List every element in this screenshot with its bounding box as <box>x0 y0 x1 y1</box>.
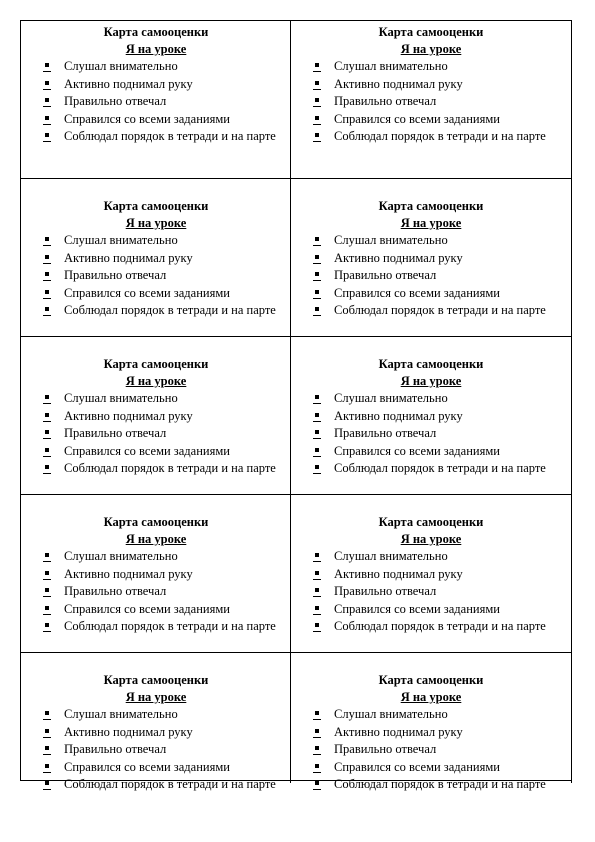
card-subtitle: Я на уроке <box>400 690 462 704</box>
criteria-list <box>21 390 290 478</box>
card-subtitle: Я на уроке <box>125 42 187 56</box>
criteria-list <box>21 58 290 146</box>
criteria-item: Правильно отвечал <box>21 425 290 443</box>
self-assessment-card <box>21 21 291 178</box>
criteria-item: Слушал внимательно <box>291 232 571 250</box>
checkbox-bullet-icon <box>45 781 49 785</box>
criteria-list <box>291 706 571 794</box>
card-subtitle: Я на уроке <box>400 374 462 388</box>
card-title: Карта самооценки <box>378 25 484 39</box>
checkbox-bullet-icon <box>45 133 49 137</box>
cards-row <box>21 337 572 495</box>
self-assessment-card <box>291 653 572 791</box>
cards-row <box>21 21 572 179</box>
criteria-item: Слушал внимательно <box>291 58 571 76</box>
criteria-item: Соблюдал порядок в тетради и на парте <box>291 618 571 636</box>
criteria-item: Справился со всеми заданиями <box>291 285 571 303</box>
checkbox-bullet-icon <box>315 711 319 715</box>
card-subtitle: Я на уроке <box>400 42 462 56</box>
criteria-item: Правильно отвечал <box>291 93 571 111</box>
card-title: Карта самооценки <box>103 357 209 371</box>
card-title: Карта самооценки <box>378 199 484 213</box>
checkbox-bullet-icon <box>45 623 49 627</box>
criteria-item: Соблюдал порядок в тетради и на парте <box>291 302 571 320</box>
card-title: Карта самооценки <box>103 25 209 39</box>
checkbox-bullet-icon <box>315 729 319 733</box>
criteria-item: Соблюдал порядок в тетради и на парте <box>21 776 290 794</box>
checkbox-bullet-icon <box>45 395 49 399</box>
criteria-item: Активно поднимал руку <box>21 76 290 94</box>
criteria-item: Справился со всеми заданиями <box>21 443 290 461</box>
criteria-item: Слушал внимательно <box>291 548 571 566</box>
checkbox-bullet-icon <box>315 290 319 294</box>
criteria-item: Слушал внимательно <box>21 706 290 724</box>
checkbox-bullet-icon <box>315 781 319 785</box>
card-title: Карта самооценки <box>378 357 484 371</box>
criteria-item: Активно поднимал руку <box>291 408 571 426</box>
checkbox-bullet-icon <box>315 237 319 241</box>
checkbox-bullet-icon <box>315 588 319 592</box>
checkbox-bullet-icon <box>315 606 319 610</box>
card-title: Карта самооценки <box>378 515 484 529</box>
criteria-item: Слушал внимательно <box>291 706 571 724</box>
criteria-item: Активно поднимал руку <box>21 566 290 584</box>
checkbox-bullet-icon <box>315 63 319 67</box>
checkbox-bullet-icon <box>45 465 49 469</box>
criteria-item: Правильно отвечал <box>21 93 290 111</box>
checkbox-bullet-icon <box>45 764 49 768</box>
criteria-item: Соблюдал порядок в тетради и на парте <box>21 302 290 320</box>
checkbox-bullet-icon <box>45 729 49 733</box>
checkbox-bullet-icon <box>315 116 319 120</box>
checkbox-bullet-icon <box>315 413 319 417</box>
checkbox-bullet-icon <box>315 395 319 399</box>
checkbox-bullet-icon <box>45 553 49 557</box>
criteria-item: Соблюдал порядок в тетради и на парте <box>291 776 571 794</box>
card-title: Карта самооценки <box>103 673 209 687</box>
checkbox-bullet-icon <box>45 711 49 715</box>
criteria-item: Правильно отвечал <box>291 583 571 601</box>
card-title: Карта самооценки <box>378 673 484 687</box>
checkbox-bullet-icon <box>315 553 319 557</box>
criteria-list <box>21 706 290 794</box>
criteria-item: Активно поднимал руку <box>291 76 571 94</box>
criteria-item: Соблюдал порядок в тетради и на парте <box>291 460 571 478</box>
criteria-item: Соблюдал порядок в тетради и на парте <box>21 460 290 478</box>
self-assessment-card <box>21 179 291 336</box>
checkbox-bullet-icon <box>45 606 49 610</box>
card-subtitle: Я на уроке <box>125 374 187 388</box>
criteria-item: Справился со всеми заданиями <box>291 443 571 461</box>
criteria-list <box>291 232 571 320</box>
criteria-item: Активно поднимал руку <box>291 724 571 742</box>
self-assessment-card <box>291 495 572 652</box>
checkbox-bullet-icon <box>45 588 49 592</box>
criteria-item: Активно поднимал руку <box>291 566 571 584</box>
criteria-item: Справился со всеми заданиями <box>291 601 571 619</box>
checkbox-bullet-icon <box>45 290 49 294</box>
criteria-item: Слушал внимательно <box>21 58 290 76</box>
criteria-item: Активно поднимал руку <box>291 250 571 268</box>
checkbox-bullet-icon <box>315 764 319 768</box>
criteria-item: Правильно отвечал <box>291 425 571 443</box>
criteria-item: Правильно отвечал <box>21 583 290 601</box>
checkbox-bullet-icon <box>315 571 319 575</box>
criteria-item: Справился со всеми заданиями <box>291 759 571 777</box>
self-assessment-card <box>291 179 572 336</box>
checkbox-bullet-icon <box>45 307 49 311</box>
checkbox-bullet-icon <box>315 430 319 434</box>
card-subtitle: Я на уроке <box>125 216 187 230</box>
criteria-item: Справился со всеми заданиями <box>21 601 290 619</box>
self-assessment-card <box>291 337 572 494</box>
checkbox-bullet-icon <box>45 63 49 67</box>
criteria-list <box>291 390 571 478</box>
card-subtitle: Я на уроке <box>400 532 462 546</box>
criteria-item: Справился со всеми заданиями <box>21 759 290 777</box>
checkbox-bullet-icon <box>45 237 49 241</box>
criteria-item: Активно поднимал руку <box>21 724 290 742</box>
criteria-item: Справился со всеми заданиями <box>291 111 571 129</box>
criteria-list <box>291 548 571 636</box>
criteria-item: Слушал внимательно <box>21 232 290 250</box>
card-title: Карта самооценки <box>103 199 209 213</box>
card-subtitle: Я на уроке <box>125 690 187 704</box>
criteria-item: Активно поднимал руку <box>21 408 290 426</box>
cards-row <box>21 653 572 791</box>
criteria-item: Правильно отвечал <box>291 741 571 759</box>
card-subtitle: Я на уроке <box>400 216 462 230</box>
criteria-item: Активно поднимал руку <box>21 250 290 268</box>
self-assessment-card <box>291 21 572 178</box>
criteria-list <box>291 58 571 146</box>
self-assessment-card <box>21 653 291 791</box>
checkbox-bullet-icon <box>315 272 319 276</box>
checkbox-bullet-icon <box>315 746 319 750</box>
checkbox-bullet-icon <box>315 307 319 311</box>
checkbox-bullet-icon <box>45 116 49 120</box>
checkbox-bullet-icon <box>45 98 49 102</box>
card-subtitle: Я на уроке <box>125 532 187 546</box>
checkbox-bullet-icon <box>315 98 319 102</box>
criteria-item: Слушал внимательно <box>291 390 571 408</box>
card-title: Карта самооценки <box>103 515 209 529</box>
checkbox-bullet-icon <box>315 448 319 452</box>
checkbox-bullet-icon <box>45 746 49 750</box>
criteria-item: Справился со всеми заданиями <box>21 111 290 129</box>
criteria-list <box>21 548 290 636</box>
checkbox-bullet-icon <box>315 81 319 85</box>
self-assessment-card <box>21 495 291 652</box>
criteria-item: Правильно отвечал <box>21 267 290 285</box>
criteria-item: Соблюдал порядок в тетради и на парте <box>291 128 571 146</box>
checkbox-bullet-icon <box>45 448 49 452</box>
criteria-item: Правильно отвечал <box>21 741 290 759</box>
criteria-list <box>21 232 290 320</box>
criteria-item: Правильно отвечал <box>291 267 571 285</box>
checkbox-bullet-icon <box>45 413 49 417</box>
checkbox-bullet-icon <box>45 81 49 85</box>
criteria-item: Соблюдал порядок в тетради и на парте <box>21 128 290 146</box>
checkbox-bullet-icon <box>45 255 49 259</box>
criteria-item: Слушал внимательно <box>21 390 290 408</box>
self-assessment-card <box>21 337 291 494</box>
checkbox-bullet-icon <box>45 430 49 434</box>
checkbox-bullet-icon <box>315 623 319 627</box>
checkbox-bullet-icon <box>315 465 319 469</box>
checkbox-bullet-icon <box>315 133 319 137</box>
criteria-item: Слушал внимательно <box>21 548 290 566</box>
cards-row <box>21 179 572 337</box>
checkbox-bullet-icon <box>45 272 49 276</box>
criteria-item: Справился со всеми заданиями <box>21 285 290 303</box>
checkbox-bullet-icon <box>45 571 49 575</box>
cards-row <box>21 495 572 653</box>
cards-sheet <box>20 20 572 791</box>
checkbox-bullet-icon <box>315 255 319 259</box>
criteria-item: Соблюдал порядок в тетради и на парте <box>21 618 290 636</box>
